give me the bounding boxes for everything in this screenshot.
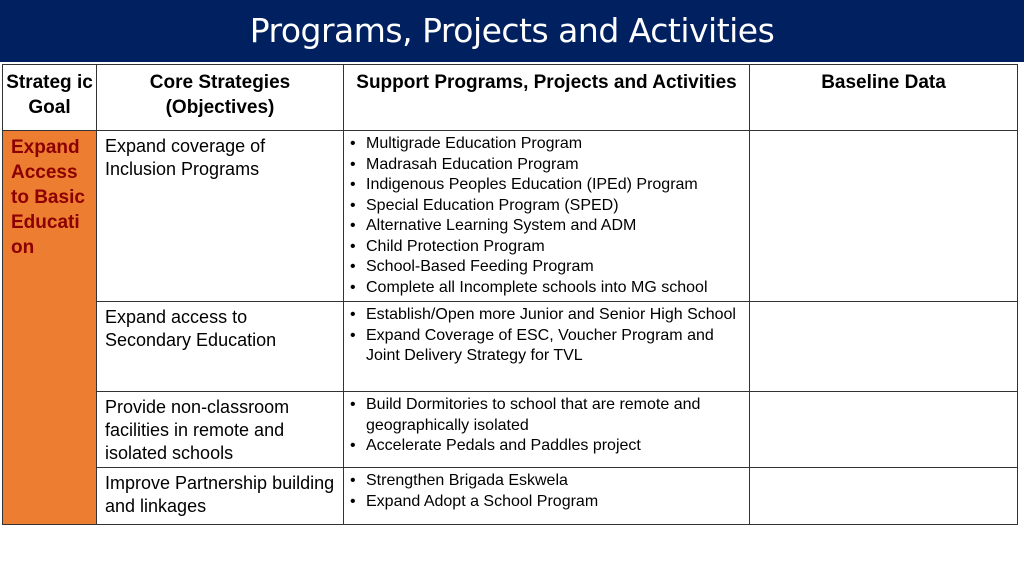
strategy-cell (97, 131, 344, 302)
strategy-text: Expand access to Secondary Education (105, 307, 277, 350)
list-item: • Special Education Program (SPED) (350, 196, 745, 217)
list-item: • Multigrade Education Program (350, 134, 745, 155)
programs-cell (344, 131, 750, 302)
table-row (3, 131, 1018, 302)
programs-cell (344, 392, 750, 468)
list-item: • Indigenous Peoples Education (IPEd) Program (350, 175, 745, 196)
programs-list (344, 131, 749, 298)
header-goal: Strateg ic Goal (3, 65, 97, 131)
strategy-text: Improve Partnership building and linkages (105, 473, 335, 516)
list-item: • Expand Coverage of ESC, Voucher Program and Joint Delivery Strategy for TVL (350, 326, 745, 367)
strategy-text: Provide non-classroom facilities in remote and isolated schools (105, 397, 290, 463)
list-item: • Child Protection Program (350, 237, 745, 258)
strategy-cell (97, 392, 344, 468)
programs-cell (344, 468, 750, 525)
header-programs: Support Programs, Projects and Activities (344, 65, 750, 131)
goal-cell (3, 131, 97, 525)
programs-list (344, 392, 749, 457)
baseline-cell (750, 468, 1018, 525)
list-item: • School-Based Feeding Program (350, 257, 745, 278)
list-item: • Strengthen Brigada Eskwela (350, 471, 745, 492)
list-item: • Madrasah Education Program (350, 155, 745, 176)
list-item: • Complete all Incomplete schools into MG school (350, 278, 745, 299)
header-baseline: Baseline Data (750, 65, 1018, 131)
list-item: • Establish/Open more Junior and Senior High School (350, 305, 745, 326)
list-item: • Expand Adopt a School Program (350, 492, 745, 513)
list-item: • Alternative Learning System and ADM (350, 216, 745, 237)
goal-text: Expand Access to Basic Educati on (11, 137, 85, 258)
strategy-cell (97, 302, 344, 392)
baseline-cell (750, 392, 1018, 468)
header-row (3, 65, 1018, 131)
header-strategies: Core Strategies (Objectives) (97, 65, 344, 131)
table-row (3, 468, 1018, 525)
list-item: • Accelerate Pedals and Paddles project (350, 436, 745, 457)
table-row (3, 302, 1018, 392)
slide-title: Programs, Projects and Activities (249, 11, 775, 50)
table-row (3, 392, 1018, 468)
baseline-cell (750, 302, 1018, 392)
programs-list (344, 302, 749, 367)
programs-list (344, 468, 749, 512)
strategy-text: Expand coverage of Inclusion Programs (105, 136, 266, 179)
programs-cell (344, 302, 750, 392)
list-item: • Build Dormitories to school that are remote and geographically isolated (350, 395, 745, 436)
strategy-cell (97, 468, 344, 525)
baseline-cell (750, 131, 1018, 302)
ppa-table (2, 64, 1018, 525)
